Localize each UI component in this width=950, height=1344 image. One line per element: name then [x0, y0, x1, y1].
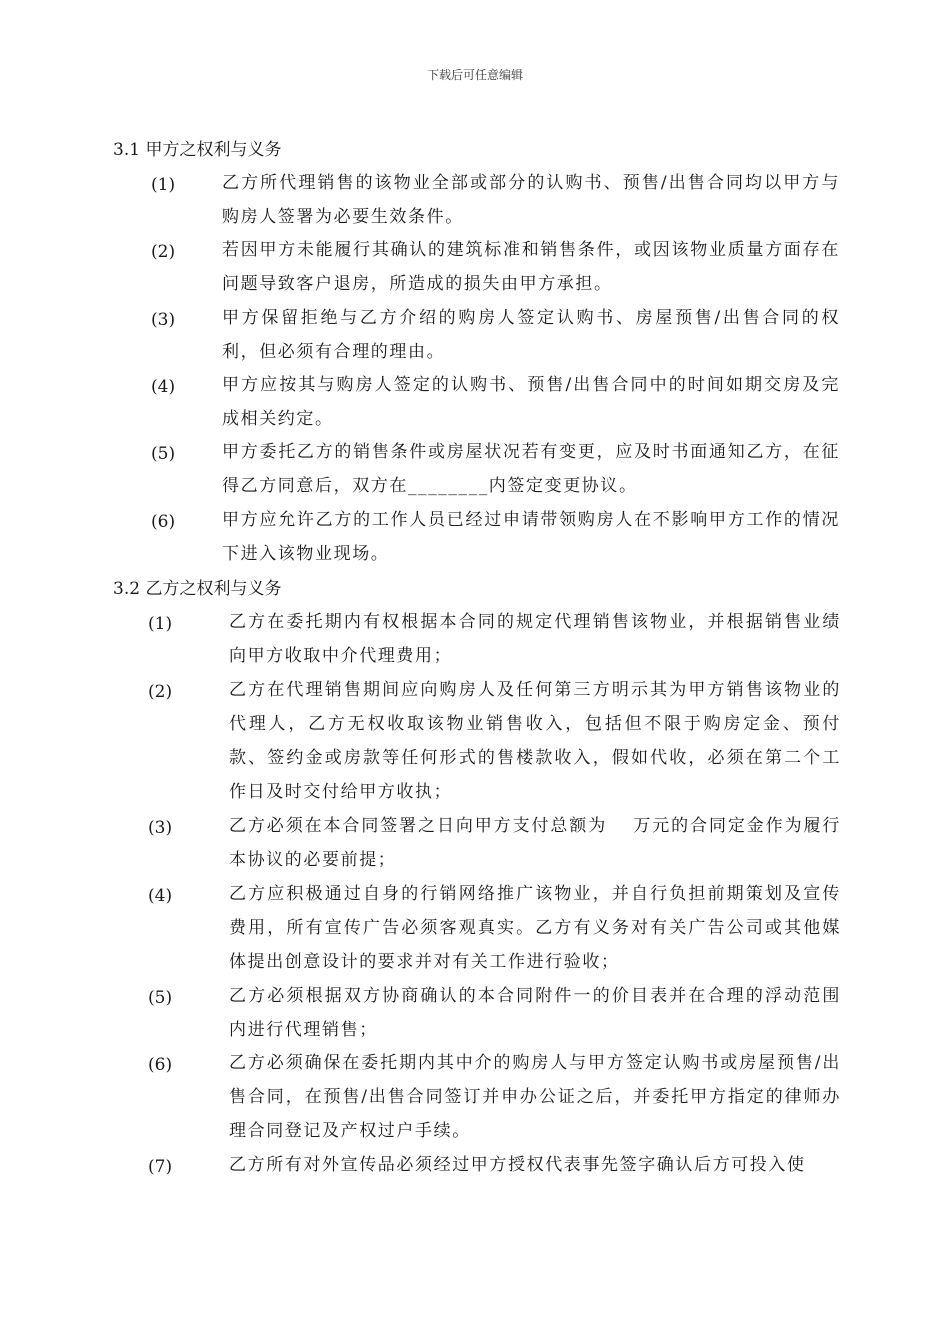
item-number: (6): [148, 1055, 173, 1075]
item-number: (5): [151, 444, 176, 464]
item-text: 乙方必须根据双方协商确认的本合同附件一的价目表并在合理的浮动范围内进行代理销售；: [229, 986, 841, 1040]
item-text: 乙方必须确保在委托期内其中介的购房人与甲方签定认购书或房屋预售/出售合同，在预售/出售合同签订并申办公证之后，并委托甲方指定的律师办理合同登记及产权过户手续。: [229, 1053, 841, 1141]
item-number: (2): [148, 682, 173, 702]
item-number: (5): [148, 988, 173, 1008]
item-number: (2): [151, 242, 176, 262]
item-text: 甲方委托乙方的销售条件或房屋状况若有变更，应及时书面通知乙方，在征得乙方同意后，双方在________内签定变更协议。: [222, 442, 840, 496]
item-text: 甲方保留拒绝与乙方介绍的购房人签定认购书、房屋预售/出售合同的权利，但必须有合理的理由。: [222, 308, 840, 362]
item-number: (1): [151, 175, 176, 195]
page-header: 下载后可任意编辑: [426, 68, 523, 82]
item-number: (7): [148, 1157, 173, 1177]
item-text: 乙方在代理销售期间应向购房人及任何第三方明示其为甲方销售该物业的代理人，乙方无权收取该物业销售收入，包括但不限于购房定金、预付款、签约金或房款等任何形式的售楼款收入，假如代收，必须在第二个工作日及时交付给甲方收执；: [229, 680, 841, 802]
item-number: (4): [148, 886, 173, 906]
item-text: 甲方应按其与购房人签定的认购书、预售/出售合同中的时间如期交房及完成相关约定。: [222, 375, 840, 429]
item-text: 若因甲方未能履行其确认的建筑标准和销售条件，或因该物业质量方面存在问题导致客户退房，所造成的损失由甲方承担。: [222, 240, 840, 294]
item-number: (3): [151, 310, 176, 330]
item-text: 乙方应积极通过自身的行销网络推广该物业，并自行负担前期策划及宣传费用，所有宣传广告必须客观真实。乙方有义务对有关广告公司或其他媒体提出创意设计的要求并对有关工作进行验收；: [229, 884, 841, 972]
section-title: 3.1 甲方之权利与义务: [113, 140, 282, 160]
item-number: (3): [148, 818, 173, 838]
item-number: (1): [148, 614, 173, 634]
item-text: 甲方应允许乙方的工作人员已经过申请带领购房人在不影响甲方工作的情况下进入该物业现场。: [222, 510, 840, 564]
item-text: 乙方所代理销售的该物业全部或部分的认购书、预售/出售合同均以甲方与购房人签署为必要生效条件。: [222, 173, 840, 227]
item-text: 乙方必须在本合同签署之日向甲方支付总额为 万元的合同定金作为履行本协议的必要前提；: [229, 816, 841, 870]
item-text: 乙方所有对外宣传品必须经过甲方授权代表事先签字确认后方可投入使: [229, 1155, 806, 1175]
item-number: (6): [151, 512, 176, 532]
section-title: 3.2 乙方之权利与义务: [113, 579, 282, 599]
item-text: 乙方在委托期内有权根据本合同的规定代理销售该物业，并根据销售业绩向甲方收取中介代理费用；: [229, 612, 841, 666]
item-number: (4): [151, 377, 176, 397]
